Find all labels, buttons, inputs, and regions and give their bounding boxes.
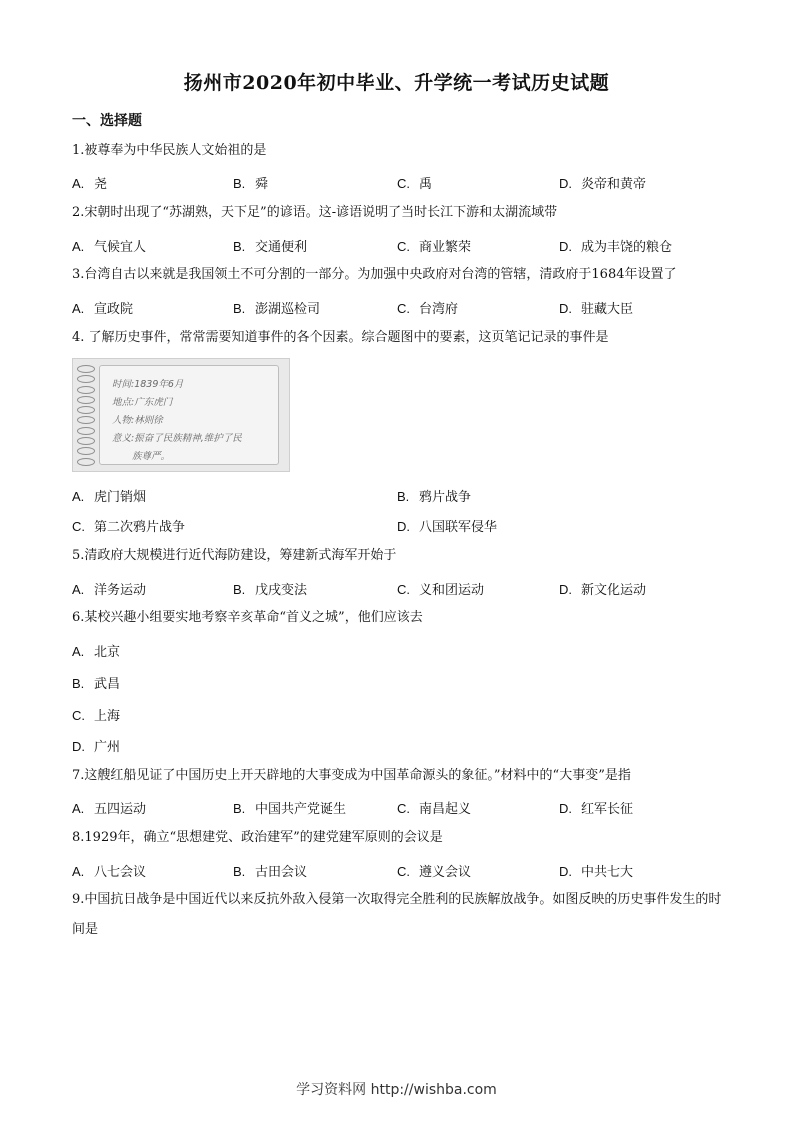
option-text: 禹 bbox=[419, 177, 433, 192]
option-text: 新文化运动 bbox=[581, 583, 647, 598]
option-b bbox=[233, 298, 320, 317]
question-3-stem: 3.台湾自古以来就是我国领土不可分割的一部分。为加强中央政府对台湾的管辖，清政府于1684年设置了 bbox=[72, 267, 677, 282]
option-text: 八国联军侵华 bbox=[419, 520, 498, 535]
option-key: B. bbox=[233, 801, 246, 816]
option-c bbox=[397, 298, 458, 317]
notebook-page bbox=[99, 365, 279, 465]
option-d bbox=[72, 736, 120, 755]
question-2-options bbox=[72, 236, 732, 254]
option-key: B. bbox=[397, 489, 410, 504]
question-4-options-row2 bbox=[72, 516, 732, 534]
question-7-options bbox=[72, 798, 732, 816]
section-heading: 一、选择题 bbox=[72, 113, 142, 129]
question-8-options bbox=[72, 861, 732, 879]
option-c bbox=[397, 236, 471, 255]
option-text: 洋务运动 bbox=[94, 583, 147, 598]
page-title: 扬州市2020年初中毕业、升学统一考试历史试题 bbox=[183, 72, 610, 94]
option-key: C. bbox=[397, 176, 410, 191]
option-text: 台湾府 bbox=[419, 302, 459, 317]
option-d bbox=[559, 579, 646, 598]
option-text: 商业繁荣 bbox=[419, 240, 472, 255]
option-text: 红军长征 bbox=[581, 802, 634, 817]
option-c bbox=[397, 579, 484, 598]
note-line: 意义:振奋了民族精神,维护了民 bbox=[112, 433, 242, 444]
option-text: 虎门销烟 bbox=[94, 490, 147, 505]
option-text: 古田会议 bbox=[255, 865, 308, 880]
option-a bbox=[72, 173, 107, 192]
question-1-stem: 1.被尊奉为中华民族人文始祖的是 bbox=[72, 143, 267, 158]
option-key: A. bbox=[72, 644, 85, 659]
option-key: D. bbox=[559, 176, 572, 191]
question-3-options bbox=[72, 298, 732, 316]
option-text: 第二次鸦片战争 bbox=[94, 520, 186, 535]
option-a bbox=[72, 579, 146, 598]
option-text: 广州 bbox=[94, 740, 121, 755]
option-key: A. bbox=[72, 582, 85, 597]
option-key: C. bbox=[397, 239, 410, 254]
option-c bbox=[397, 798, 471, 817]
option-b bbox=[233, 579, 307, 598]
option-b bbox=[233, 798, 346, 817]
option-text: 尧 bbox=[94, 177, 108, 192]
option-text: 北京 bbox=[94, 645, 121, 660]
option-text: 宣政院 bbox=[94, 302, 134, 317]
option-text: 中共七大 bbox=[581, 865, 634, 880]
option-key: D. bbox=[559, 239, 572, 254]
option-key: B. bbox=[233, 176, 246, 191]
option-c bbox=[397, 173, 432, 192]
option-key: C. bbox=[397, 864, 410, 879]
note-line: 族尊严。 bbox=[132, 451, 171, 462]
option-d bbox=[397, 516, 497, 535]
option-d bbox=[559, 861, 633, 880]
option-text: 中国共产党诞生 bbox=[255, 802, 347, 817]
option-text: 炎帝和黄帝 bbox=[581, 177, 647, 192]
option-key: A. bbox=[72, 176, 85, 191]
option-d bbox=[559, 798, 633, 817]
note-line: 时间:1839年6月 bbox=[112, 379, 184, 390]
option-key: D. bbox=[559, 582, 572, 597]
option-b bbox=[233, 173, 268, 192]
option-text: 鸦片战争 bbox=[419, 490, 472, 505]
option-text: 义和团运动 bbox=[419, 583, 485, 598]
notebook-image bbox=[72, 358, 290, 472]
question-1-options bbox=[72, 173, 732, 191]
option-a bbox=[72, 641, 120, 660]
footer-watermark: 学习资料网 http://wishba.com bbox=[296, 1082, 497, 1098]
option-key: A. bbox=[72, 864, 85, 879]
note-line: 地点:广东虎门 bbox=[112, 397, 173, 408]
spiral-binding-icon bbox=[77, 365, 101, 465]
option-key: C. bbox=[397, 801, 410, 816]
option-b bbox=[397, 486, 471, 505]
option-text: 五四运动 bbox=[94, 802, 147, 817]
question-8-stem: 8.1929年，确立“思想建党、政治建军”的建党建军原则的会议是 bbox=[72, 830, 443, 845]
option-key: B. bbox=[233, 239, 246, 254]
question-5-stem: 5.清政府大规模进行近代海防建设，筹建新式海军开始于 bbox=[72, 548, 397, 563]
option-c bbox=[72, 516, 185, 535]
option-b bbox=[233, 236, 307, 255]
question-2-stem: 2.宋朝时出现了“苏湖熟，天下足”的谚语。这-谚语说明了当时长江下游和太湖流域带 bbox=[72, 205, 558, 220]
option-text: 八七会议 bbox=[94, 865, 147, 880]
option-text: 驻藏大臣 bbox=[581, 302, 634, 317]
option-key: C. bbox=[72, 708, 85, 723]
option-d bbox=[559, 173, 646, 192]
option-text: 澎湖巡检司 bbox=[255, 302, 321, 317]
option-key: B. bbox=[72, 676, 85, 691]
option-key: C. bbox=[397, 301, 410, 316]
question-4-stem: 4. 了解历史事件，常常需要知道事件的各个因素。综合题图中的要素，这页笔记记录的事件是 bbox=[72, 330, 609, 345]
option-key: A. bbox=[72, 239, 85, 254]
option-text: 戊戌变法 bbox=[255, 583, 308, 598]
option-a bbox=[72, 798, 146, 817]
option-text: 遵义会议 bbox=[419, 865, 472, 880]
option-key: B. bbox=[233, 864, 246, 879]
option-text: 气候宜人 bbox=[94, 240, 147, 255]
option-text: 交通便利 bbox=[255, 240, 308, 255]
option-a bbox=[72, 298, 133, 317]
option-key: D. bbox=[397, 519, 410, 534]
note-line: 人物:林则徐 bbox=[112, 415, 163, 426]
option-d bbox=[559, 236, 672, 255]
option-key: D. bbox=[559, 864, 572, 879]
option-b bbox=[72, 673, 120, 692]
option-key: A. bbox=[72, 301, 85, 316]
option-text: 南昌起义 bbox=[419, 802, 472, 817]
option-text: 武昌 bbox=[94, 677, 121, 692]
option-text: 成为丰饶的粮仓 bbox=[581, 240, 673, 255]
option-text: 上海 bbox=[94, 709, 121, 724]
option-a bbox=[72, 236, 146, 255]
question-5-options bbox=[72, 579, 732, 597]
option-key: B. bbox=[233, 582, 246, 597]
option-c bbox=[72, 705, 120, 724]
option-key: D. bbox=[559, 801, 572, 816]
question-9-stem: 9.中国抗日战争是中国近代以来反抗外敌入侵第一次取得完全胜利的民族解放战争。如图反映的历史事件发生的时间是 bbox=[72, 892, 722, 937]
option-b bbox=[233, 861, 307, 880]
option-key: C. bbox=[397, 582, 410, 597]
option-text: 舜 bbox=[255, 177, 269, 192]
option-a bbox=[72, 486, 146, 505]
option-d bbox=[559, 298, 633, 317]
option-a bbox=[72, 861, 146, 880]
option-key: A. bbox=[72, 801, 85, 816]
option-c bbox=[397, 861, 471, 880]
option-key: D. bbox=[72, 739, 85, 754]
option-key: B. bbox=[233, 301, 246, 316]
question-7-stem: 7.这艘红船见证了中国历史上开天辟地的大事变成为中国革命源头的象征。”材料中的“大事变”是指 bbox=[72, 768, 631, 783]
option-key: D. bbox=[559, 301, 572, 316]
question-4-options-row1 bbox=[72, 486, 732, 504]
option-key: C. bbox=[72, 519, 85, 534]
option-key: A. bbox=[72, 489, 85, 504]
question-6-stem: 6.某校兴趣小组要实地考察辛亥革命“首义之城”，他们应该去 bbox=[72, 610, 423, 625]
